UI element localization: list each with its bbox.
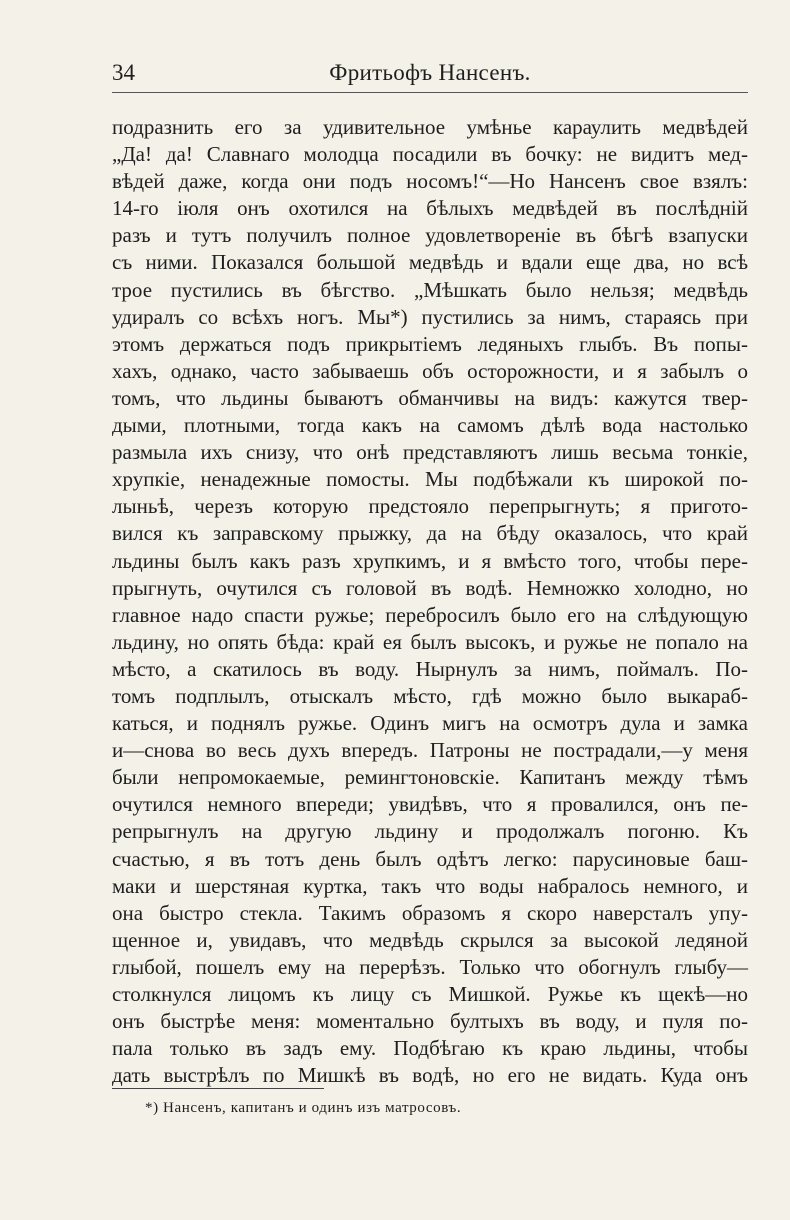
text-line: каться, и поднялъ ружье. Одинъ мигъ на осмотръ дула и замка: [112, 711, 748, 736]
text-line: столкнулся лицомъ къ лицу съ Мишкой. Ружье къ щекѣ—но: [112, 982, 748, 1006]
text-line: счастью, я въ тотъ день былъ одѣтъ легко: парусиновые баш-: [112, 846, 748, 871]
header-rule: [112, 92, 748, 93]
text-line: „Да! да! Славнаго молодца посадили въ бочку: не видитъ мед-: [112, 142, 748, 167]
text-line: размыла ихъ снизу, что онѣ представляютъ лишь весьма тонкіе,: [112, 440, 748, 465]
page-header: [112, 58, 748, 90]
text-line: были непромокаемые, ремингтоновскіе. Капитанъ между тѣмъ: [112, 765, 748, 790]
text-line: лыньѣ, черезъ которую предстояло перепрыгнуть; я пригото-: [112, 494, 748, 519]
text-line: трое пустились въ бѣгство. „Мѣшкать было нельзя; медвѣдь: [112, 277, 748, 302]
text-line: этомъ держаться подъ прикрытіемъ ледяныхъ глыбъ. Въ попы-: [112, 331, 748, 356]
text-line: льдину, но опять бѣда: край ея былъ высокъ, и ружье не попало на: [112, 629, 748, 654]
text-line: съ ними. Показался большой медвѣдь и вдали еще два, но всѣ: [112, 250, 748, 275]
text-line: вѣдей даже, когда они подъ носомъ!“—Но Нансенъ свое взялъ:: [112, 169, 748, 194]
text-line: разъ и тутъ получилъ полное удовлетвореніе въ бѣгѣ взапуски: [112, 223, 748, 248]
text-line: дать выстрѣлъ по Мишкѣ въ водѣ, но его не видать. Куда онъ: [112, 1063, 748, 1088]
text-line: главное надо спасти ружье; перебросилъ было его на слѣдующую: [112, 602, 748, 627]
text-line: дыми, плотными, тогда какъ на самомъ дѣлѣ вода настолько: [112, 413, 748, 438]
text-line: томъ, что льдины бываютъ обманчивы на видъ: кажутся твер-: [112, 385, 748, 410]
text-line: маки и шерстяная куртка, такъ что воды набралось немного, и: [112, 873, 748, 898]
text-line: мѣсто, а скатилось въ воду. Нырнулъ за нимъ, поймалъ. По-: [112, 656, 748, 681]
text-line: репрыгнулъ на другую льдину и продолжалъ погоню. Къ: [112, 819, 748, 844]
running-title: Фритьофъ Нансенъ.: [329, 60, 531, 85]
body-text: [112, 114, 748, 1089]
text-line: 14-го іюля онъ охотился на бѣлыхъ медвѣдей въ послѣдній: [112, 196, 748, 221]
text-line: подразнить его за удивительное умѣнье караулить медвѣдей: [112, 115, 748, 139]
text-line: глыбой, пошелъ ему на перерѣзъ. Только что обогнулъ глыбу—: [112, 954, 748, 979]
text-line: и—снова во весь духъ впередъ. Патроны не пострадали,—у меня: [112, 738, 748, 763]
text-line: онъ быстрѣе меня: моментально бултыхъ въ воду, и пуля по-: [112, 1009, 748, 1034]
footnote-rule: [112, 1088, 324, 1089]
text-line: пала только въ задъ ему. Подбѣгаю къ краю льдины, чтобы: [112, 1036, 748, 1061]
text-line: томъ подплылъ, отыскалъ мѣсто, гдѣ можно было выкараб-: [112, 683, 748, 708]
text-line: она быстро стекла. Такимъ образомъ я скоро наверсталъ упу-: [112, 900, 748, 925]
text-line: вился къ заправскому прыжку, да на бѣду оказалось, что край: [112, 521, 748, 546]
text-line: прыгнуть, очутился съ головой въ водѣ. Немножко холодно, но: [112, 575, 748, 600]
footnote: *) Нансенъ, капитанъ и одинъ изъ матросовъ.: [145, 1100, 462, 1116]
text-line: удиралъ со всѣхъ ногъ. Мы*) пустились за нимъ, стараясь при: [112, 304, 748, 329]
text-line: льдины былъ какъ разъ хрупкимъ, и я вмѣсто того, чтобы пере-: [112, 548, 748, 573]
text-line: щенное и, увидавъ, что медвѣдь скрылся за высокой ледяной: [112, 927, 748, 952]
page-number: 34: [112, 60, 135, 85]
text-line: очутился немного впереди; увидѣвъ, что я провалился, онъ пе-: [112, 792, 748, 817]
text-line: хрупкіе, ненадежные помосты. Мы подбѣжали къ широкой по-: [112, 467, 748, 492]
text-line: хахъ, однако, часто забываешь объ осторожности, и я забылъ о: [112, 358, 748, 383]
